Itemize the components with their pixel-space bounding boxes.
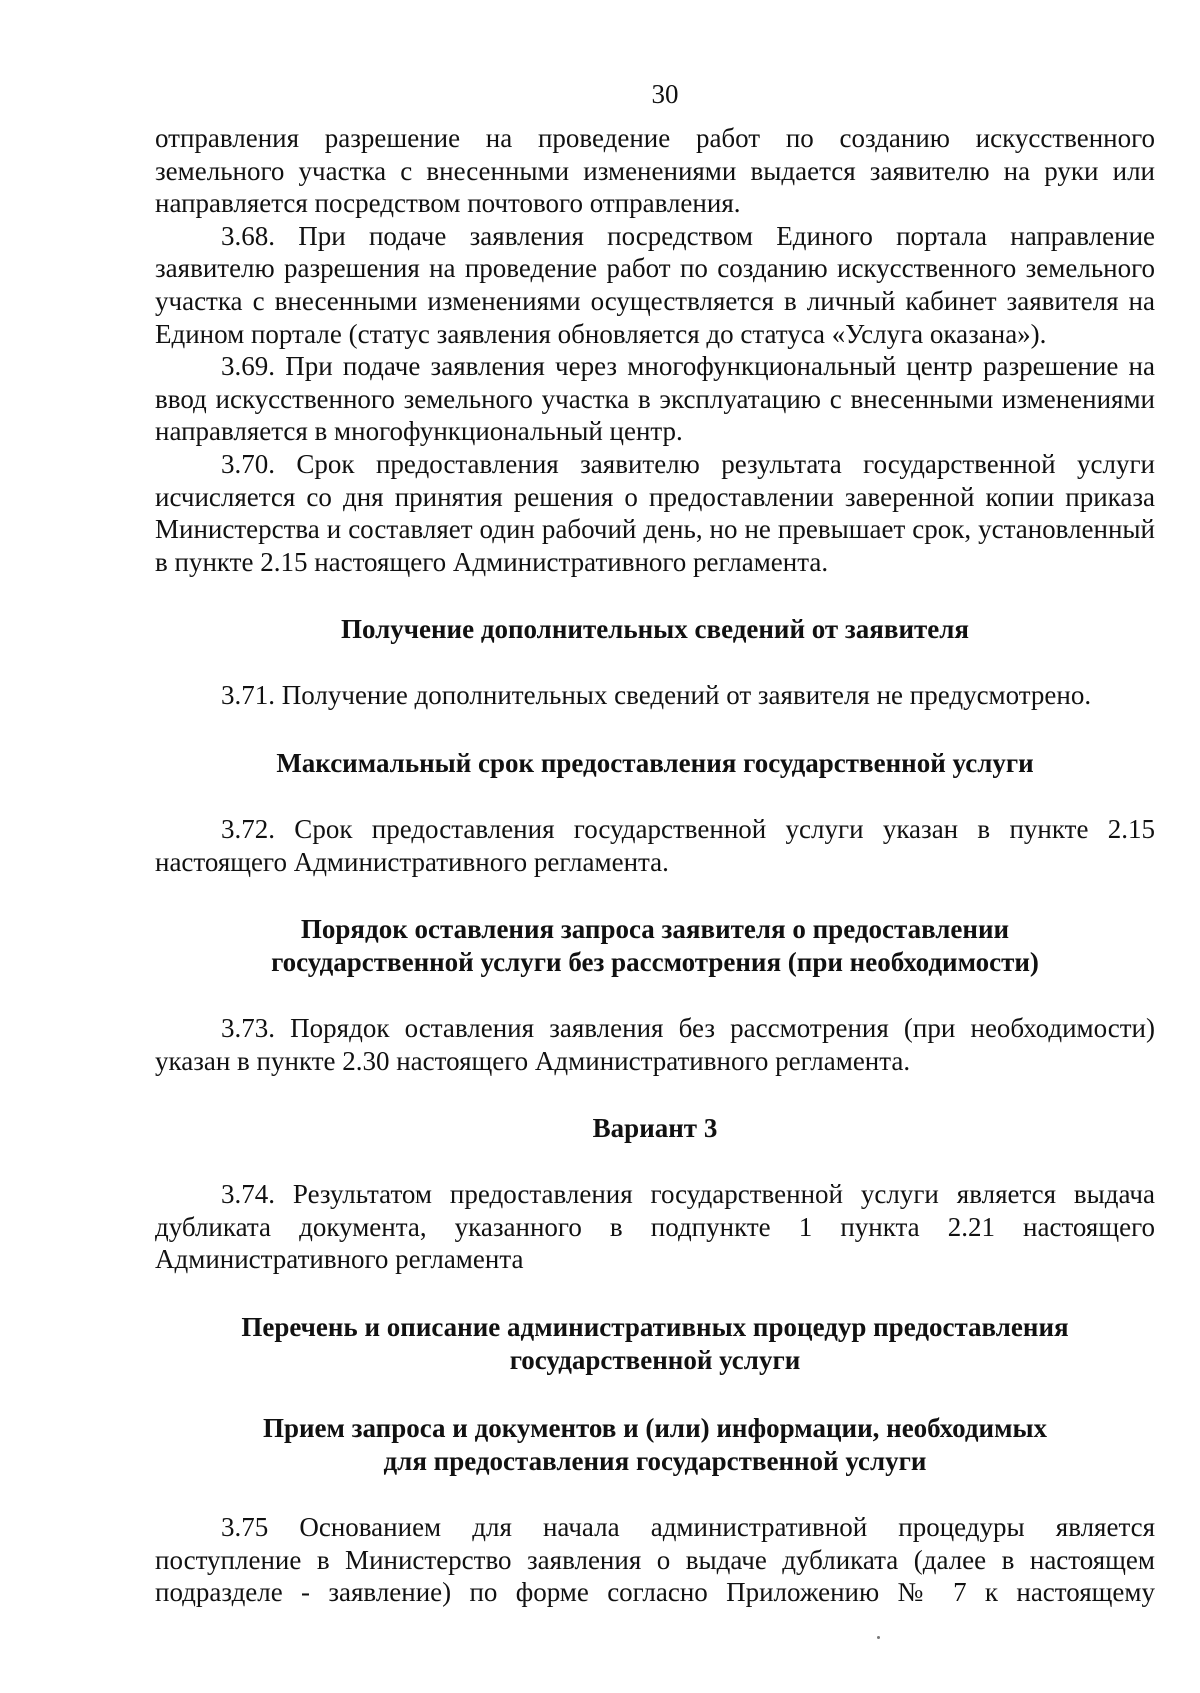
heading-leave-request [155,913,1155,979]
paragraph-3-73: 3.73. Порядок оставления заявления без рассмотрения (при необходимости) указан в пункте 2.30 настоящего Административного регламента. [155,1013,1155,1076]
heading-procedures-line2: государственной услуги [509,1345,801,1376]
heading-procedures [155,1311,1155,1377]
paragraph-3-68: 3.68. При подаче заявления посредством Единого портала направление заявителю разрешения на проведение работ по созданию искусственного земельного участка с внесенными изменениями осуществляется в личный кабинет заявителя на Едином портале (статус заявления обновляется до статуса «Услуга оказана»). [155,220,1155,349]
heading-variant-3 [155,1112,1155,1145]
scan-speck [877,1636,880,1639]
page-number: 30 [651,79,679,109]
heading-additional-info-text: Получение дополнительных сведений от заявителя [340,614,970,645]
heading-variant-3-text: Вариант 3 [592,1113,718,1144]
paragraph-3-71: 3.71. Получение дополнительных сведений от заявителя не предусмотрено. [221,680,1092,711]
heading-leave-request-line2: государственной услуги без рассмотрения (при необходимости) [271,947,1039,978]
paragraph-3-70: 3.70. Срок предоставления заявителю результата государственной услуги исчисляется со дня принятия решения о предоставлении заверенной копии приказа Министерства и составляет один рабочий день, но не превышает срок, установленный в пункте 2.15 настоящего Административного регламента. [155,448,1155,577]
heading-leave-request-line1: Порядок оставления запроса заявителя о предоставлении [300,914,1010,945]
heading-additional-info [155,613,1155,646]
document-page [155,78,1155,1609]
heading-reception [155,1412,1155,1478]
paragraph-3-75: 3.75 Основанием для начала административной процедуры является поступление в Министерство заявления о выдаче дубликата (далее в настоящем подразделе - заявление) по форме согласно Приложению № 7 к настоящему [155,1512,1155,1608]
heading-procedures-line1: Перечень и описание административных процедур предоставления [241,1312,1069,1343]
heading-reception-line2: для предоставления государственной услуги [383,1446,927,1477]
heading-max-term [155,747,1155,780]
paragraph-3-72: 3.72. Срок предоставления государственной услуги указан в пункте 2.15 настоящего Административного регламента. [155,813,1155,877]
paragraph-continuation: отправления разрешение на проведение работ по созданию искусственного земельного участка с внесенными изменениями выдается заявителю на руки или направляется посредством почтового отправления. [155,123,1155,219]
paragraph-3-69: 3.69. При подаче заявления через многофункциональный центр разрешение на ввод искусственного земельного участка в эксплуатацию с внесенными изменениями направляется в многофункциональный центр. [155,351,1155,447]
heading-max-term-text: Максимальный срок предоставления государственной услуги [276,747,1034,778]
heading-reception-line1: Прием запроса и документов и (или) информации, необходимых [262,1413,1048,1444]
paragraph-3-74: 3.74. Результатом предоставления государственной услуги является выдача дубликата документа, указанного в подпункте 1 пункта 2.21 настоящего Административного регламента [155,1179,1155,1275]
